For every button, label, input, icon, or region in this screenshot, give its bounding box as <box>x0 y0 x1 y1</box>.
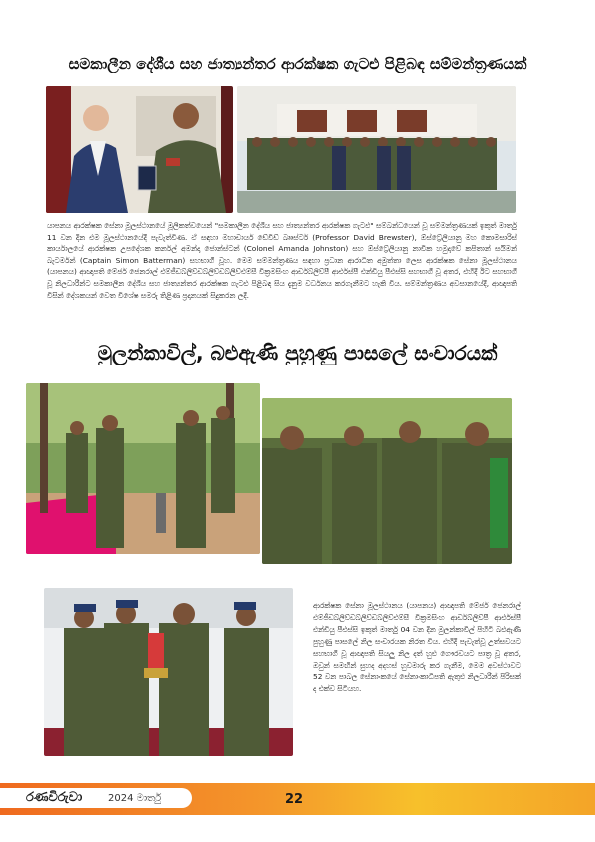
article2-photo-handshake <box>26 383 260 554</box>
issue-date: 2024 මාර්තු <box>108 793 162 804</box>
article2-photo-trophy <box>44 588 293 756</box>
article2-body: ආරක්ෂක සේනා මූලස්ථානය (යාපනය) ආඥාපති මේජර් ජෙනරාල් එම්ජීඩබ්ලිව්ඩබ්ලිව්ඩබ්ලිව්එම්සී වික්‍රමසිංහ ආර්ඩබ්ලිව්පී ආර්එස්පී එන්ඩියු පීඑස්සි ඉකුත් මාර්තු 04 වන දින මුලන්කාවිල් පිහිටි බළුඇණි පුහුණු පාසලේ නිල සංචාරයක නිරත විය. එහිදී පැවැත්වූ උත්සවයට සහභාගී වූ ආඥාපති සියලු නිල දත් හුළු ගෞරවයට පාත්‍ර වූ අතර, ඔවුන් සමඟින් සුහද අදහස් හුවමාරු කර ගැනීම, මෙම අවස්ථාවට 52 වන පාබල සේනාංකයේ සේනාංකාධිපති ඇතුළු නිලධාරීන් පිරිසක් ද එක්ව සිටියහ. <box>313 601 521 694</box>
magazine-brand: රණවිරුවා <box>26 790 83 805</box>
article1-photo-group <box>237 86 516 213</box>
article1-title: සමකාලීන දේශීය සහ ජාත්‍යන්තර ආරක්ෂක ගැටළු පිළිබඳ සම්මන්ත්‍රණයක් <box>68 55 527 73</box>
article2-photo-lineup <box>262 398 512 564</box>
article2-title: මුලන්කාවිල්, බළුඇණි පුහුණු පාසලේ සංචාරයක් <box>97 341 498 365</box>
page-number: 22 <box>285 792 304 807</box>
article1-body: යාපනය ආරක්ෂක සේනා මූලස්ථානයේ මූලිකත්වයෙන් "සමකාලීන දේශීය සහ ජාත්‍යන්තර ආරක්ෂක ගැටළු" සම්බන්ධයෙන් වූ සම්මන්ත්‍රණයක් ඉකුත් මාර්තු 11 වන දින එම මූලස්ථානයේදී පැවැත්විණ. ඒ සඳහා මහාචාර්ය ඩේවිඩ් බෲස්ටර් (Professor David Brewster), ඕස්ට්‍රේලියානු මහ කොමසාරිස් කාර්යාලයේ ආරක්ෂක උපදේශක කර්නල් අමන්දා ජොන්ස්ටන් (Colonel Amanda Johnston) සහ ඕස්ට්‍රේලියානු නාවික හමුදාවේ කපිතාන් සයිමන් බැටර්මන් (Captain Simon Batterman) සහභාගී වූහ. මෙම සම්මන්ත්‍රණය සඳහා ප්‍රධාන ආරාධිත අමුත්තා ලෙස ආරක්ෂක සේනා මූලස්ථානය (යාපනය) ආඥාපති මේජර් ජෙනරාල් එම්ජීඩබ්ලිව්ඩබ්ලිව්ඩබ්ලිව්එම්සී වික්‍රමසිංහ ආර්ඩබ්ලිව්පී ආර්එස්පී එන්ඩියු පීඑස්සි සහභාගී වූ අතර, එහිදී ඊට සහභාගී වූ නිලධාරීන්ට සමකාලීන දේශීය සහ ජාත්‍යන්තර ආරක්ෂක ගැටළු පිළිබඳ සිය දැනුම වර්ධනය කරගැනීමට හැකි විය. සම්මන්ත්‍රණය අවසානයේදී, ආඥාපති විසින් දේශකයන් වෙත විශේෂ සමරු තිළිණ ප්‍රදානයක් සිදුකරන ලදී. <box>47 221 517 300</box>
article1-photo-presentation <box>46 86 233 213</box>
